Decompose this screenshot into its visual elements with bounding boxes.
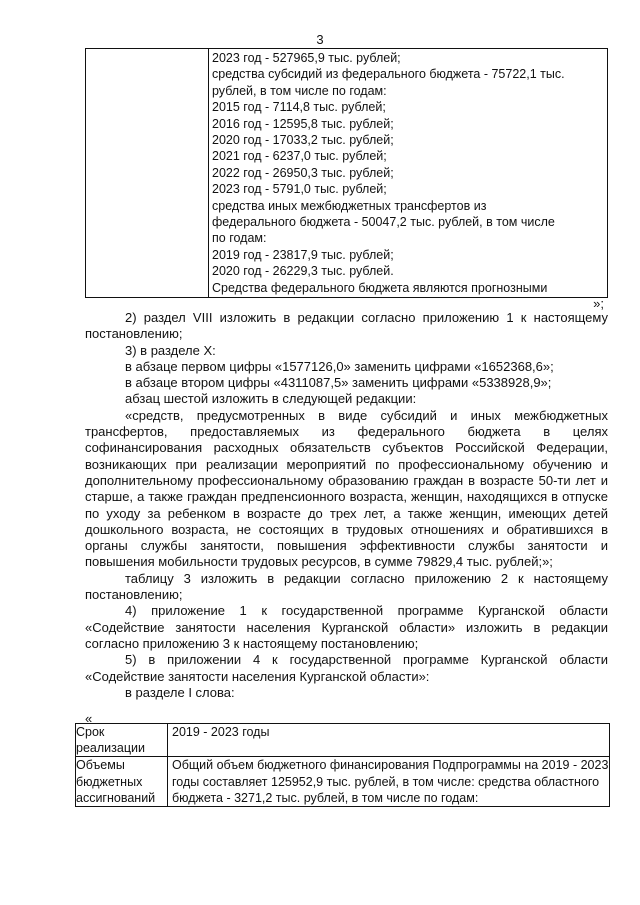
budget-line: 2016 год - 12595,8 тыс. рублей;: [212, 116, 394, 131]
table-row: [76, 757, 610, 807]
paragraph-item-3-second: в абзаце втором цифры «4311087,5» заменить цифрами «5338928,9»;: [125, 375, 552, 391]
paragraph-table-3: таблицу 3 изложить в редакции согласно приложению 2 к настоящему постановлению;: [85, 570, 608, 603]
opening-quote-mark: «: [85, 711, 93, 726]
subprogram-passport-table: [75, 723, 610, 807]
budget-line: рублей, в том числе по годам:: [212, 83, 387, 98]
row-label-term: Срок реализации: [76, 724, 168, 757]
budget-line: 2021 год - 6237,0 тыс. рублей;: [212, 149, 387, 164]
table-row: [76, 724, 610, 757]
budget-line: 2015 год - 7114,8 тыс. рублей;: [212, 100, 386, 115]
table-empty-cell: [86, 49, 209, 298]
budget-line: 2020 год - 26229,3 тыс. рублей.: [212, 264, 394, 279]
budget-continuation-table: [85, 48, 608, 298]
paragraph-item-3-sixth: абзац шестой изложить в следующей редакции:: [125, 391, 417, 407]
paragraph-item-4: 4) приложение 1 к государственной программе Курганской области «Содействие занятости населения Курганской области» изложить в редакции согласно приложению 3 к настоящему постановлению;: [85, 603, 608, 651]
budget-line: средства иных межбюджетных трансфертов из: [212, 198, 487, 213]
paragraph-item-2: 2) раздел VIII изложить в редакции согласно приложению 1 к настоящему постановлению;: [85, 310, 608, 342]
row-value-budget: Общий объем бюджетного финансирования Подпрограммы на 2019 - 2023 годы составляет 125952,9 тыс. рублей, в том числе: средства областного бюджета - 3271,2 тыс. рублей, в том числе по годам:: [168, 757, 610, 807]
closing-quote-mark: »;: [593, 296, 604, 311]
budget-line: 2023 год - 5791,0 тыс. рублей;: [212, 182, 387, 197]
budget-line: 2022 год - 26950,3 тыс. рублей;: [212, 165, 394, 180]
paragraph-item-5-section: в разделе I слова:: [125, 684, 235, 700]
document-body: [85, 310, 608, 701]
paragraph-item-3: 3) в разделе X:: [125, 342, 216, 358]
paragraph-item-5: 5) в приложении 4 к государственной программе Курганской области «Содействие занятости населения Курганской области»:: [85, 652, 608, 684]
budget-line: федерального бюджета - 50047,2 тыс. рублей, в том числе: [212, 215, 555, 230]
budget-line: Средства федерального бюджета являются прогнозными: [212, 280, 548, 295]
page-number: 3: [316, 32, 324, 47]
budget-line: 2023 год - 527965,9 тыс. рублей;: [212, 51, 401, 65]
budget-line: 2020 год - 17033,2 тыс. рублей;: [212, 133, 394, 148]
table-budget-cell: [209, 49, 608, 298]
budget-line: 2019 год - 23817,9 тыс. рублей;: [212, 247, 394, 262]
budget-line: средства субсидий из федерального бюджета - 75722,1 тыс.: [212, 67, 565, 82]
budget-line: по годам:: [212, 231, 267, 246]
paragraph-quote: «средств, предусмотренных в виде субсидий и иных межбюджетных трансфертов, предоставляемых из федерального бюджета в целях софинансирования расходных обязательств субъектов Российской Федерации, возникающих при реализации мероприятий по профессиональному обучению и дополнительному профессиональному образованию граждан в возрасте 50-ти лет и старше, а также граждан предпенсионного возраста, женщин, находящихся в отпуске по уходу за ребенком в возрасте до трех лет, а также женщин, имеющих детей дошкольного возраста, не состоящих в трудовых отношениях и обратившихся в органы службы занятости, повышения эффективности службы занятости и повышения мобильности трудовых ресурсов, в сумме 79829,4 тыс. рублей;»;: [85, 407, 608, 570]
row-label-budget: Объемы бюджетных ассигнований: [76, 757, 168, 807]
row-value-term: 2019 - 2023 годы: [168, 724, 610, 757]
paragraph-item-3-first: в абзаце первом цифры «1577126,0» заменить цифрами «1652368,6»;: [125, 358, 554, 374]
